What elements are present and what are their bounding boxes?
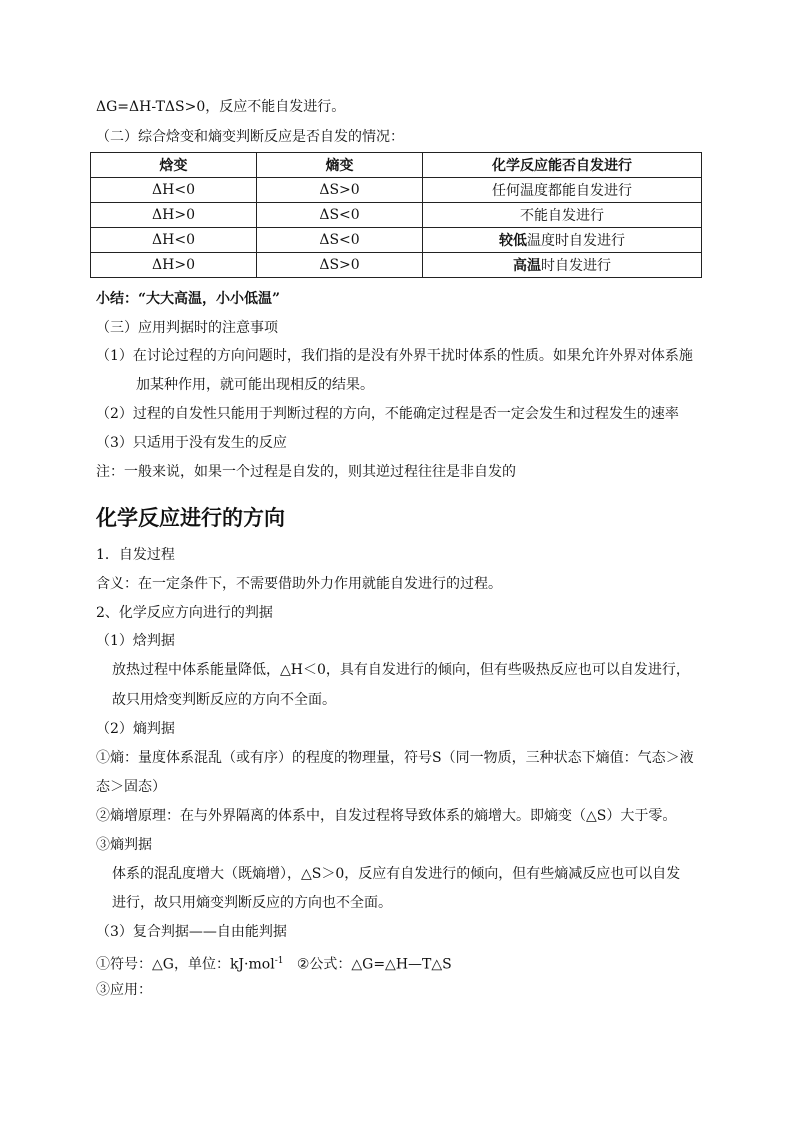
formula-text: ②公式：△G=△H—T△S	[296, 956, 452, 973]
text-line	[96, 951, 452, 975]
text-line: （2）过程的自发性只能用于判断过程的方向，不能确定过程是否一定会发生和过程发生的速率	[96, 406, 679, 422]
text-line: ③应用：	[96, 982, 152, 998]
text-line: （1）在讨论过程的方向问题时，我们指的是没有外界干扰时体系的性质。如果允许外界对体系施	[96, 348, 693, 364]
table-cell	[423, 228, 702, 253]
text-line: ΔG=ΔH-TΔS>0，反应不能自发进行。	[96, 99, 346, 115]
table-row	[91, 228, 702, 253]
table-cell: ΔH<0	[91, 228, 257, 253]
table-cell-text: 时自发进行	[541, 258, 612, 274]
table-cell: ΔS<0	[257, 228, 423, 253]
table-row	[91, 178, 702, 203]
table-row	[91, 203, 702, 228]
text-line: （2）熵判据	[96, 721, 175, 737]
table-cell: ΔH>0	[91, 203, 257, 228]
table-cell-bold: 较低	[499, 233, 528, 249]
table-row	[91, 253, 702, 278]
table-cell-text: 任何温度都能自发进行	[492, 183, 633, 199]
table-cell	[423, 253, 702, 278]
text-line: ①熵：量度体系混乱（或有序）的程度的物理量，符号S（同一物质，三种状态下熵值：气态＞液	[96, 750, 694, 766]
table-header-row	[91, 153, 702, 178]
text-line: 2、化学反应方向进行的判据	[96, 605, 273, 621]
spontaneity-table	[90, 152, 702, 278]
table-cell: ΔH>0	[91, 253, 257, 278]
text-line: （1）焓判据	[96, 633, 175, 649]
table-header: 熵变	[257, 153, 423, 178]
summary-line: 小结：“大大高温，小小低温”	[96, 291, 281, 307]
unit-superscript: -1	[274, 956, 284, 966]
table-header: 化学反应能否自发进行	[423, 153, 702, 178]
table-cell-bold: 高温	[513, 258, 542, 274]
text-line: 进行，故只用熵变判断反应的方向也不全面。	[112, 895, 392, 911]
text-line: （三）应用判据时的注意事项	[96, 320, 278, 336]
text-line: 故只用焓变判断反应的方向不全面。	[112, 692, 336, 708]
text-line: （二）综合焓变和熵变判断反应是否自发的情况：	[96, 129, 404, 145]
text-line: 放热过程中体系能量降低，△H＜0，具有自发进行的倾向，但有些吸热反应也可以自发进行，	[112, 662, 690, 678]
table-cell: ΔH<0	[91, 178, 257, 203]
table-cell: ΔS<0	[257, 203, 423, 228]
text-line: ③熵判据	[96, 837, 152, 853]
section-heading: 化学反应进行的方向	[96, 506, 285, 530]
table-cell-text: 温度时自发进行	[527, 233, 626, 249]
table-cell: ΔS>0	[257, 178, 423, 203]
text-line: 注：一般来说，如果一个过程是自发的，则其逆过程往往是非自发的	[96, 464, 516, 480]
text-line: （3）只适用于没有发生的反应	[96, 435, 287, 451]
text-line: 体系的混乱度增大（既熵增），△S＞0，反应有自发进行的倾向，但有些熵减反应也可以自发	[112, 866, 681, 882]
text-line: ②熵增原理：在与外界隔离的体系中，自发过程将导致体系的熵增大。即熵变（△S）大于零。	[96, 808, 677, 824]
table-cell: ΔS>0	[257, 253, 423, 278]
text-line: （3）复合判据——自由能判据	[96, 924, 287, 940]
table-cell	[423, 178, 702, 203]
symbol-unit-text: ①符号：△G，单位：kJ·mol	[96, 956, 275, 973]
text-line: 加某种作用，就可能出现相反的结果。	[136, 377, 374, 393]
table-header: 焓变	[91, 153, 257, 178]
table-cell	[423, 203, 702, 228]
text-line: 含义：在一定条件下，不需要借助外力作用就能自发进行的过程。	[96, 576, 502, 592]
text-line: 态＞固态）	[96, 779, 166, 795]
table-cell-text: 不能自发进行	[520, 208, 605, 224]
text-line: 1．自发过程	[96, 547, 175, 563]
